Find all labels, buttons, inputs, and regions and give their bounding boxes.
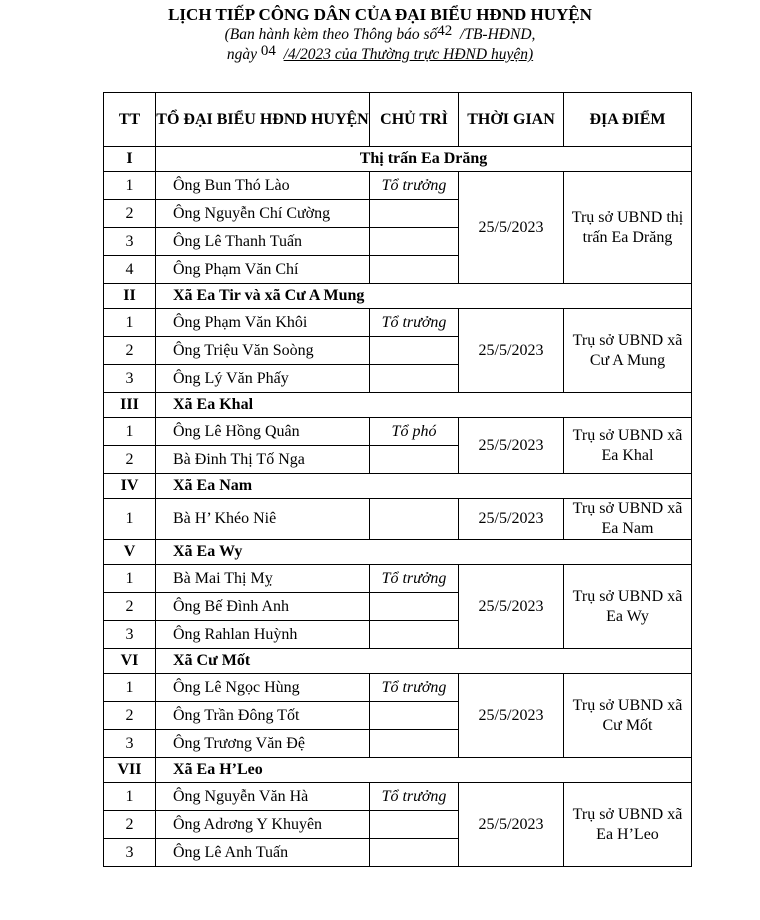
delegate-row [104, 499, 692, 540]
row-number: 2 [104, 702, 156, 730]
subtitle-line-1 [0, 25, 760, 45]
chair-role [370, 256, 459, 284]
chair-role: Tổ trưởng [370, 674, 459, 702]
meeting-location: Trụ sở UBND xã Ea H’Leo [564, 783, 692, 867]
chair-role: Tổ trưởng [370, 783, 459, 811]
row-number: 3 [104, 839, 156, 867]
schedule-table [103, 92, 692, 867]
chair-role [370, 702, 459, 730]
delegate-row [104, 565, 692, 593]
chair-role: Tổ phó [370, 418, 459, 446]
delegate-name: Ông Trương Văn Đệ [156, 730, 370, 758]
delegate-name: Ông Nguyễn Chí Cường [156, 200, 370, 228]
column-header-time: THỜI GIAN [459, 93, 564, 147]
section-name: Xã Ea H’Leo [156, 758, 692, 783]
chair-role: Tổ trưởng [370, 172, 459, 200]
chair-role [370, 200, 459, 228]
column-header-location: ĐỊA ĐIỂM [564, 93, 692, 147]
section-number: V [104, 540, 156, 565]
row-number: 1 [104, 499, 156, 540]
chair-role [370, 593, 459, 621]
section-number: VII [104, 758, 156, 783]
delegate-name: Ông Bế Đình Anh [156, 593, 370, 621]
chair-role: Tổ trưởng [370, 309, 459, 337]
delegate-name: Bà Đinh Thị Tố Nga [156, 446, 370, 474]
delegate-row [104, 172, 692, 200]
meeting-location: Trụ sở UBND xã Ea Khal [564, 418, 692, 474]
chair-role [370, 446, 459, 474]
delegate-name: Ông Trần Đông Tốt [156, 702, 370, 730]
section-row [104, 393, 692, 418]
meeting-date: 25/5/2023 [459, 783, 564, 867]
document-day: 04 [260, 43, 276, 59]
delegate-name: Ông Rahlan Huỳnh [156, 621, 370, 649]
row-number: 1 [104, 418, 156, 446]
section-row [104, 758, 692, 783]
chair-role [370, 839, 459, 867]
chair-role [370, 730, 459, 758]
row-number: 3 [104, 621, 156, 649]
document-header [0, 0, 760, 65]
delegate-row [104, 309, 692, 337]
delegate-name: Ông Phạm Văn Chí [156, 256, 370, 284]
row-number: 4 [104, 256, 156, 284]
row-number: 3 [104, 730, 156, 758]
column-header-delegate-group: TỔ ĐẠI BIỂU HĐND HUYỆN [156, 93, 370, 147]
chair-role [370, 621, 459, 649]
delegate-name: Ông Lê Anh Tuấn [156, 839, 370, 867]
row-number: 2 [104, 200, 156, 228]
meeting-location: Trụ sở UBND thị trấn Ea Drăng [564, 172, 692, 284]
row-number: 2 [104, 811, 156, 839]
section-row [104, 649, 692, 674]
delegate-name: Bà Mai Thị Mỵ [156, 565, 370, 593]
chair-role [370, 499, 459, 540]
delegate-name: Ông Nguyễn Văn Hà [156, 783, 370, 811]
delegate-row [104, 418, 692, 446]
row-number: 3 [104, 365, 156, 393]
section-name: Xã Ea Tir và xã Cư A Mung [156, 284, 692, 309]
row-number: 1 [104, 674, 156, 702]
meeting-date: 25/5/2023 [459, 499, 564, 540]
delegate-name: Ông Lý Văn Phấy [156, 365, 370, 393]
section-row [104, 147, 692, 172]
chair-role [370, 228, 459, 256]
meeting-date: 25/5/2023 [459, 418, 564, 474]
row-number: 2 [104, 337, 156, 365]
meeting-location: Trụ sở UBND xã Cư Mốt [564, 674, 692, 758]
chair-role [370, 365, 459, 393]
subtitle-line-1-prefix: (Ban hành kèm theo Thông báo số [224, 26, 438, 43]
row-number: 2 [104, 593, 156, 621]
section-number: I [104, 147, 156, 172]
section-number: II [104, 284, 156, 309]
delegate-name: Ông Lê Thanh Tuấn [156, 228, 370, 256]
row-number: 1 [104, 565, 156, 593]
section-name: Xã Cư Mốt [156, 649, 692, 674]
chair-role [370, 337, 459, 365]
row-number: 3 [104, 228, 156, 256]
meeting-location: Trụ sở UBND xã Ea Nam [564, 499, 692, 540]
chair-role: Tổ trưởng [370, 565, 459, 593]
section-name: Thị trấn Ea Drăng [156, 147, 692, 172]
section-name: Xã Ea Nam [156, 474, 692, 499]
section-row [104, 474, 692, 499]
delegate-name: Ông Phạm Văn Khôi [156, 309, 370, 337]
meeting-location: Trụ sở UBND xã Cư A Mung [564, 309, 692, 393]
chair-role [370, 811, 459, 839]
meeting-date: 25/5/2023 [459, 309, 564, 393]
column-header-chair: CHỦ TRÌ [370, 93, 459, 147]
meeting-location: Trụ sở UBND xã Ea Wy [564, 565, 692, 649]
row-number: 1 [104, 309, 156, 337]
subtitle-line-2-suffix: /4/2023 của Thường trực HĐND huyện) [283, 46, 534, 63]
table-header-row [104, 93, 692, 147]
document-title: LỊCH TIẾP CÔNG DÂN CỦA ĐẠI BIỂU HĐND HUYỆN [168, 5, 592, 24]
document-number: 42 [437, 23, 453, 39]
subtitle-line-1-suffix: /TB-HĐND, [460, 26, 536, 43]
section-row [104, 284, 692, 309]
section-number: VI [104, 649, 156, 674]
subtitle-line-2-prefix: ngày [226, 46, 258, 63]
section-name: Xã Ea Khal [156, 393, 692, 418]
meeting-date: 25/5/2023 [459, 172, 564, 284]
section-name: Xã Ea Wy [156, 540, 692, 565]
section-number: IV [104, 474, 156, 499]
subtitle-line-2 [0, 45, 760, 65]
delegate-name: Ông Adrơng Y Khuyên [156, 811, 370, 839]
delegate-name: Ông Lê Ngọc Hùng [156, 674, 370, 702]
meeting-date: 25/5/2023 [459, 565, 564, 649]
delegate-row [104, 674, 692, 702]
row-number: 2 [104, 446, 156, 474]
schedule-table-body [104, 93, 692, 867]
delegate-name: Ông Triệu Văn Soòng [156, 337, 370, 365]
delegate-row [104, 783, 692, 811]
delegate-name: Ông Lê Hồng Quân [156, 418, 370, 446]
section-number: III [104, 393, 156, 418]
meeting-date: 25/5/2023 [459, 674, 564, 758]
delegate-name: Bà H’ Khéo Niê [156, 499, 370, 540]
row-number: 1 [104, 783, 156, 811]
column-header-tt: TT [104, 93, 156, 147]
row-number: 1 [104, 172, 156, 200]
delegate-name: Ông Bun Thó Lào [156, 172, 370, 200]
section-row [104, 540, 692, 565]
